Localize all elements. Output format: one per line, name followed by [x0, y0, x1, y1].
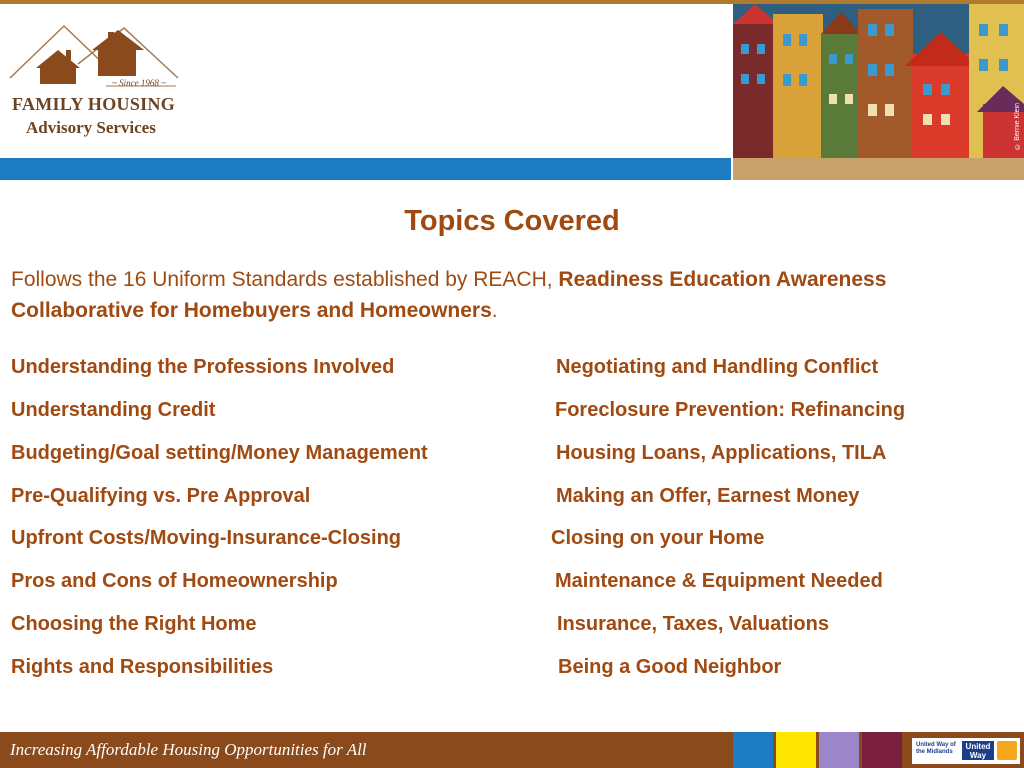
painting-credit: © Bernie Klein [1014, 103, 1021, 150]
topic-left-7: Choosing the Right Home [11, 613, 257, 635]
topic-left-4: Pre-Qualifying vs. Pre Approval [11, 485, 311, 507]
intro-end: . [491, 299, 498, 322]
logo-line-advisory-services: Advisory Services [26, 118, 156, 137]
logo-line-family-housing: FAMILY HOUSING [12, 94, 176, 114]
topic-left-5: Upfront Costs/Moving-Insurance-Closing [11, 527, 401, 549]
footer-swatch-blue [733, 732, 773, 768]
topic-left-3: Budgeting/Goal setting/Money Management [11, 442, 428, 464]
topic-right-2: Foreclosure Prevention: Refinancing [555, 399, 906, 421]
topic-right-7: Insurance, Taxes, Valuations [557, 613, 829, 635]
footer-swatch-purple [819, 732, 859, 768]
topic-left-8: Rights and Responsibilities [11, 656, 274, 678]
topic-left-2: Understanding Credit [11, 399, 216, 421]
intro-paragraph [11, 264, 991, 326]
header-painting-image [733, 4, 1024, 158]
intro-plain: Follows the 16 Uniform Standards established by REACH, [11, 268, 559, 291]
united-way-hand-icon [997, 741, 1017, 760]
slide-title: Topics Covered [404, 205, 620, 237]
topic-right-1: Negotiating and Handling Conflict [556, 356, 879, 378]
united-way-badge: United Way [962, 741, 994, 760]
footer-swatch-yellow [776, 732, 816, 768]
footer-swatch-maroon [862, 732, 902, 768]
united-way-small-text: United Way of the Midlands [916, 742, 956, 755]
topic-right-5: Closing on your Home [551, 527, 765, 549]
intro-bold: Readiness Education Awareness Collaborative for Homebuyers and Homeowners [11, 268, 887, 322]
family-housing-logo [8, 20, 198, 145]
topic-right-4: Making an Offer, Earnest Money [556, 485, 860, 507]
topic-right-3: Housing Loans, Applications, TILA [556, 442, 887, 464]
logo-since: ~ Since 1968 ~ [112, 78, 166, 88]
header-band-blue [0, 158, 731, 180]
topic-left-1: Understanding the Professions Involved [11, 356, 395, 378]
topic-left-6: Pros and Cons of Homeownership [11, 570, 338, 592]
footer-tagline: Increasing Affordable Housing Opportunities for All [10, 740, 367, 759]
topic-right-6: Maintenance & Equipment Needed [555, 570, 883, 592]
header-band-tan [733, 158, 1024, 180]
topic-right-8: Being a Good Neighbor [558, 656, 782, 678]
